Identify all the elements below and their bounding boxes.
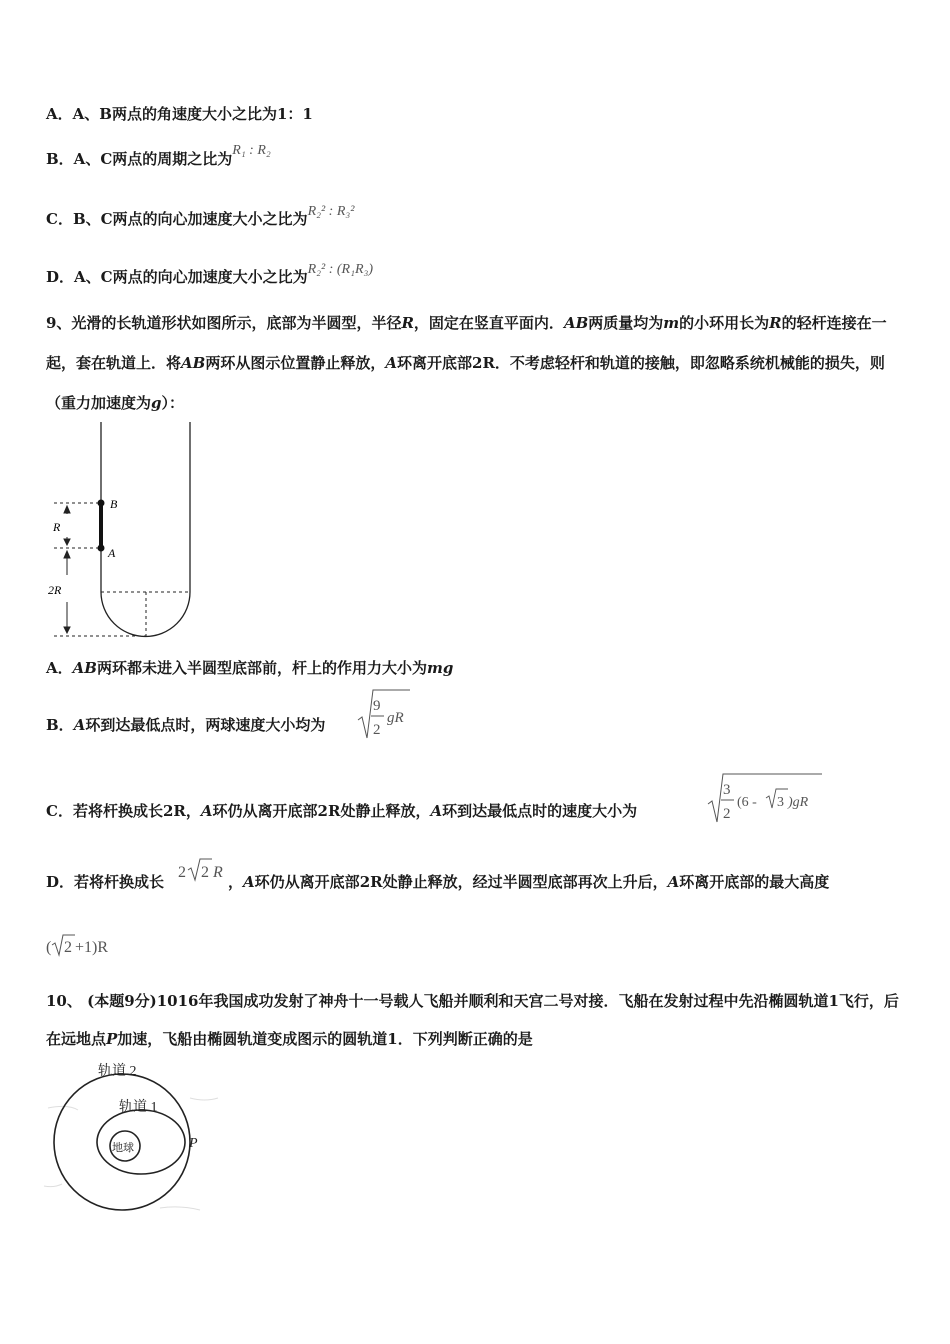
q9-option-b-formula bbox=[356, 688, 416, 744]
q8-option-d-formula: R₂² : (R₁R₃) bbox=[307, 262, 374, 277]
svg-text:R: R bbox=[213, 864, 223, 881]
svg-text:)gR: )gR bbox=[788, 795, 809, 810]
orbit-1-label: 轨道 1 bbox=[119, 1100, 158, 1115]
svg-text:gR: gR bbox=[387, 710, 404, 726]
q9-option-a: A．AB两环都未进入半圆型底部前，杆上的作用力大小为mg bbox=[46, 659, 454, 677]
q9-option-d: D．若将杆换成长 ，A环仍从离开底部2R处静止释放，经过半圆型底部再次上升后，A环离开底部的最大高度 bbox=[46, 873, 830, 891]
svg-text:2: 2 bbox=[201, 864, 209, 881]
q8-option-c bbox=[46, 204, 355, 229]
orbit-2-label: 轨道 2 bbox=[98, 1064, 137, 1079]
dim-label-2r: 2R bbox=[48, 583, 62, 597]
q8-option-b-formula: R₁ : R₂ bbox=[232, 143, 271, 158]
q9-option-c: C．若将杆换成长2R，A环仍从离开底部2R处静止释放，A环到达最低点时的速度大小为 bbox=[46, 802, 638, 820]
ring-b bbox=[98, 500, 105, 507]
earth-label: 地球 bbox=[112, 1142, 134, 1154]
svg-text:(: ( bbox=[46, 939, 52, 956]
q9-option-b: B．A环到达最低点时，两球速度大小均为 bbox=[46, 716, 326, 734]
svg-text:2: 2 bbox=[723, 806, 731, 822]
q8-option-d-text: D．A、C两点的向心加速度大小之比为 bbox=[46, 268, 308, 286]
q8-option-c-text: C．B、C两点的向心加速度大小之比为 bbox=[46, 210, 308, 228]
q8-option-b-text: B．A、C两点的周期之比为 bbox=[46, 150, 233, 168]
q9-option-d-rod-length bbox=[176, 855, 236, 883]
q9-stem: 9、光滑的长轨道形状如图所示，底部为半圆型，半径R，固定在竖直平面内．AB两质量均为m的小环用长为R的轻杆连接在一起，套在轨道上．将AB两环从图示位置静止释放，A环离开底部2R．不考虑轻杆和轨道的接触，即忽略系统机械能的损失，则（重力加速度为g）： bbox=[46, 314, 887, 412]
label-b: B bbox=[110, 497, 118, 511]
q9-option-d-answer bbox=[46, 932, 146, 962]
q9-track-figure bbox=[40, 420, 210, 645]
svg-text:3: 3 bbox=[723, 782, 731, 798]
label-a: A bbox=[108, 546, 116, 560]
q8-option-c-formula: R₂² : R₃² bbox=[307, 204, 355, 219]
q8-option-b bbox=[46, 143, 271, 169]
svg-text:3: 3 bbox=[777, 795, 784, 810]
q10-orbit-figure bbox=[40, 1058, 220, 1226]
svg-text:2: 2 bbox=[373, 722, 381, 738]
point-p-label: P bbox=[189, 1136, 198, 1151]
q9-option-c-formula bbox=[706, 772, 826, 828]
svg-text:+1)R: +1)R bbox=[75, 939, 109, 956]
dim-label-r: R bbox=[53, 520, 61, 534]
q10-stem: 10、 (本题9分)1016年我国成功发射了神舟十一号载人飞船并顺利和天宫二号对接．飞船在发射过程中先沿椭圆轨道1飞行，后在远地点P加速，飞船由椭圆轨道变成图示的圆轨道1．下列判断正确的是 bbox=[46, 992, 899, 1048]
svg-text:2: 2 bbox=[64, 939, 72, 956]
svg-text:2: 2 bbox=[178, 864, 186, 881]
q8-option-a: A．A、B两点的角速度大小之比为1：1 bbox=[46, 105, 313, 123]
q8-option-d bbox=[46, 262, 374, 287]
svg-text:9: 9 bbox=[373, 698, 381, 714]
svg-text:(6 -: (6 - bbox=[737, 795, 757, 810]
ring-a bbox=[98, 545, 105, 552]
